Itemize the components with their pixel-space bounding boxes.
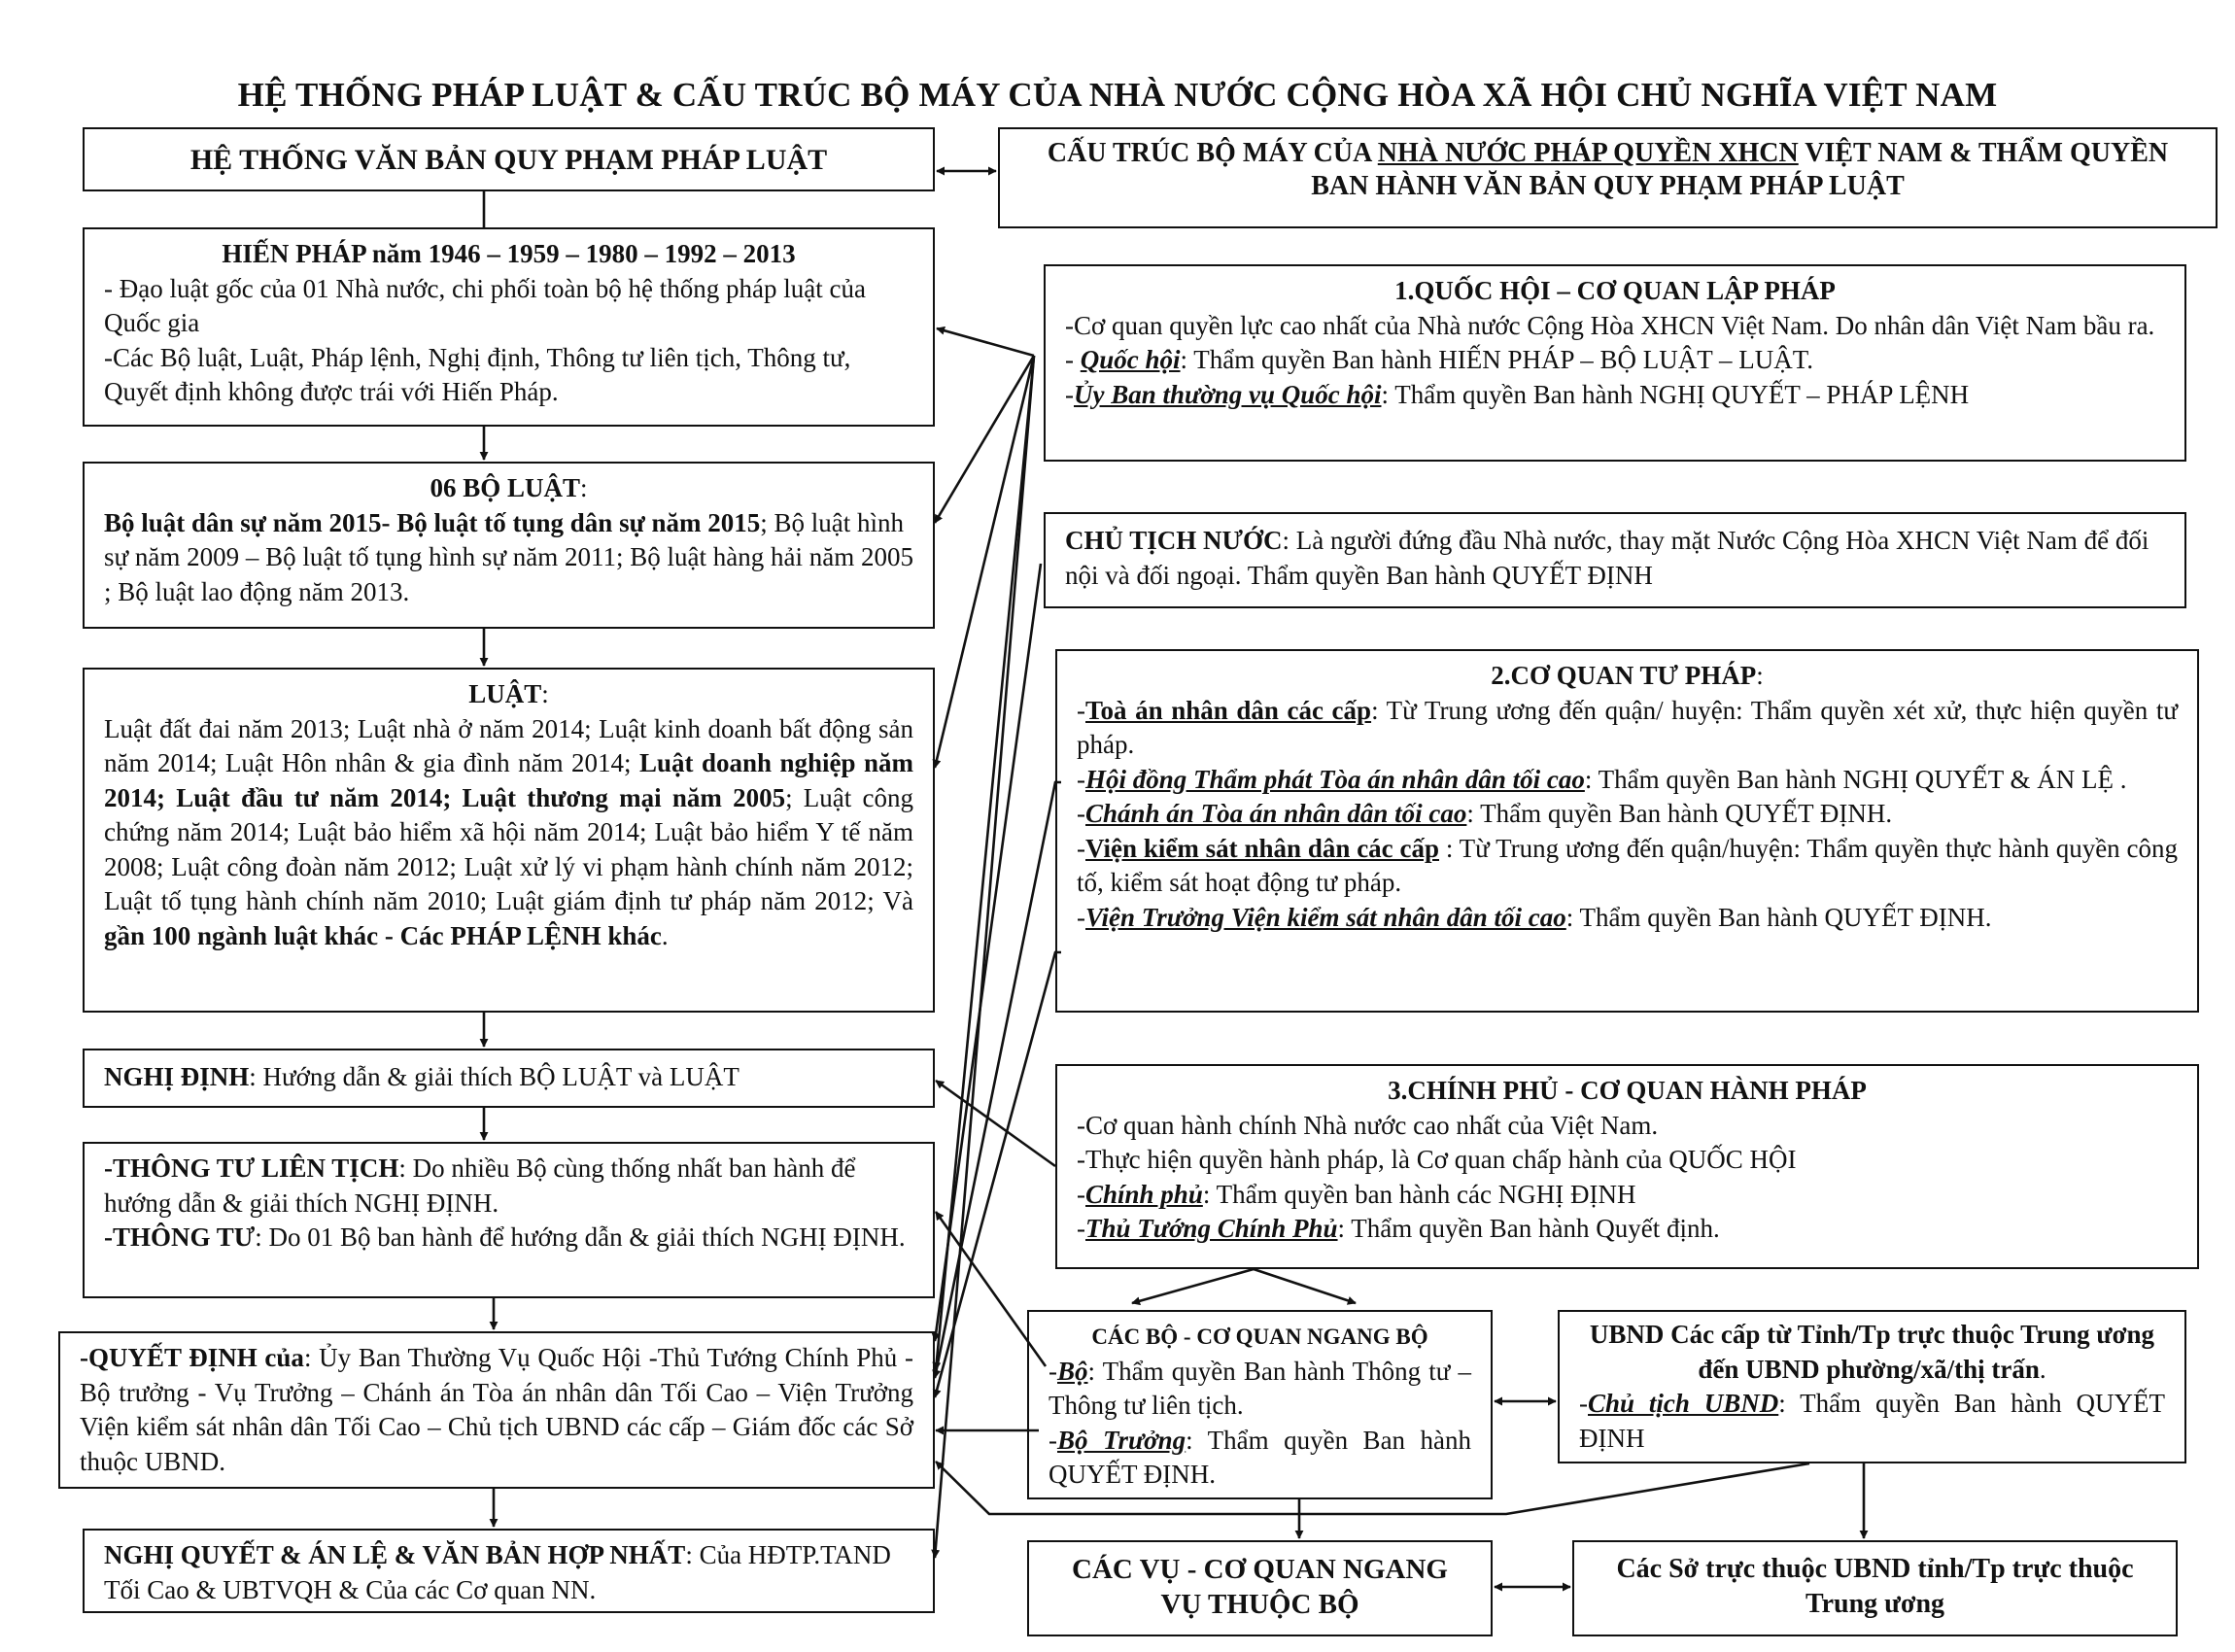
- quyet-dinh-label: -QUYẾT ĐỊNH của: [80, 1343, 304, 1372]
- left-header-box: [83, 127, 935, 191]
- quoc-hoi-item2-text: : Thẩm quyền Ban hành NGHỊ QUYẾT – PHÁP LỆNH: [1381, 379, 1970, 409]
- chinh-phu-line-2: -Thực hiện quyền hành pháp, là Cơ quan chấp hành của QUỐC HỘI: [1077, 1145, 1797, 1174]
- nghi-quyet-box: [83, 1529, 935, 1613]
- tu-phap-item-label: Hội đồng Thẩm phát Tòa án nhân dân tối cao: [1085, 764, 1585, 794]
- quoc-hoi-item1-text: : Thẩm quyền Ban hành HIẾN PHÁP – BỘ LUẬT – LUẬT.: [1180, 345, 1813, 374]
- cac-bo-box: CÁC BỘ - CƠ QUAN NGANG BỘ -Bộ: Thẩm quyền Ban hành Thông tư – Thông tư liên tịch. -Bộ Trưởng: Thẩm quyền Ban hành QUYẾT ĐỊNH.: [1027, 1310, 1493, 1499]
- bo-luat-rest: ; Bộ luật hình sự năm 2009 – Bộ luật tố tụng hình sự năm 2011; Bộ luật hàng hải năm 2005 ; Bộ luật lao động năm 2013.: [104, 507, 913, 606]
- nghi-dinh-box: [83, 1049, 935, 1108]
- quoc-hoi-item1-label: Quốc hội: [1080, 345, 1181, 374]
- bo-luat-colon: :: [580, 473, 588, 502]
- ubnd-item-text: : Thẩm quyền Ban hành QUYẾT ĐỊNH: [1579, 1389, 2165, 1453]
- chinh-phu-to-ubnd: [1254, 1269, 1356, 1303]
- luat-part-2: ; Luật công chứng năm 2014; Luật bảo hiểm xã hội năm 2014; Luật bảo hiểm Y tế năm 2008; Luật công đoàn năm 2012; Luật xử lý vi phạm hành chính năm 2012; Luật tố tụng hành chính năm 2010; Luật giám định tư pháp năm 2012; Và: [104, 782, 913, 915]
- hien-phap-line-2: -Các Bộ luật, Luật, Pháp lệnh, Nghị định, Thông tư liên tịch, Thông tư, Quyết định không được trái với Hiến Pháp.: [104, 342, 851, 406]
- tu-phap-item-label: Chánh án Tòa án nhân dân tối cao: [1085, 799, 1467, 828]
- nghi-quyet-label: NGHỊ QUYẾT & ÁN LỆ & VĂN BẢN HỢP NHẤT: [104, 1540, 686, 1569]
- hien-phap-box: [83, 227, 935, 427]
- right-header-box: [998, 127, 2218, 228]
- page-title: HỆ THỐNG PHÁP LUẬT & CẤU TRÚC BỘ MÁY CỦA NHÀ NƯỚC CỘNG HÒA XÃ HỘI CHỦ NGHĨA VIỆT NAM: [237, 76, 1998, 114]
- quoc-hoi-item1-prefix: -: [1065, 345, 1081, 374]
- tu-phap-item-text: : Thẩm quyền Ban hành QUYẾT ĐỊNH.: [1565, 902, 1992, 932]
- tu-phap-box: 2.CƠ QUAN TƯ PHÁP: -Toà án nhân dân các cấp: Từ Trung ương đến quận/ huyện: Thẩm quyền xét xử, thực hiện quyền tư pháp. -Hội đồng Thẩm phát Tòa án nhân dân tối cao: Thẩm quyền Ban hành NGHỊ QUYẾT & ÁN LỆ . -Chánh án Tòa án nhân dân tối cao: Thẩm quyền Ban hành QUYẾT ĐỊNH. -Viện kiểm sát nhân dân các cấp : Từ Trung ương đến quận/huyện: Thẩm quyền thực hành quyền công tố, kiểm sát hoạt động tư pháp. -Viện Trưởng Viện kiểm sát nhân dân tối cao: Thẩm quyền Ban hành QUYẾT ĐỊNH.: [1055, 649, 2199, 1013]
- cac-so-box: [1572, 1540, 2178, 1636]
- cac-bo-item1-label: Bộ: [1057, 1356, 1088, 1386]
- tu-phap-heading: 2.CƠ QUAN TƯ PHÁP: [1491, 661, 1757, 690]
- cac-bo-item2-text: : Thẩm quyền Ban hành QUYẾT ĐỊNH.: [1049, 1425, 1471, 1489]
- chu-tich-nuoc-label: CHỦ TỊCH NƯỚC: [1065, 526, 1283, 555]
- right-header-prefix: CẤU TRÚC BỘ MÁY CỦA: [1047, 138, 1378, 168]
- tu-phap-item-text: : Từ Trung ương đến quận/ huyện: Thẩm quyền xét xử, thực hiện quyền tư pháp.: [1077, 695, 2178, 759]
- cac-bo-heading: CÁC BỘ - CƠ QUAN NGANG BỘ: [1091, 1325, 1428, 1349]
- cac-vu-box: [1027, 1540, 1493, 1636]
- quoc-hoi-to-quyet-dinh-arrow: [936, 356, 1034, 1370]
- thong-tu-lien-tich-text: : Do nhiều Bộ cùng thống nhất ban hành để hướng dẫn & giải thích NGHỊ ĐỊNH.: [104, 1153, 856, 1218]
- nghi-quyet-text: : Của HĐTP.TAND Tối Cao & UBTVQH & Của các Cơ quan NN.: [104, 1540, 891, 1604]
- ubnd-heading-end: .: [2039, 1354, 2046, 1384]
- tu-phap-item-label: Viện Trưởng Viện kiểm sát nhân dân tối cao: [1085, 902, 1566, 932]
- quoc-hoi-line-1: -Cơ quan quyền lực cao nhất của Nhà nước Cộng Hòa XHCN Việt Nam. Do nhân dân Việt Nam bầu ra.: [1065, 310, 2155, 340]
- luat-bold-1: Luật doanh nghiệp năm 2014; Luật đầu tư năm 2014; Luật thương mại năm 2005: [104, 748, 913, 812]
- luat-bold-2: gần 100 ngành luật khác - Các PHÁP LỆNH khác: [104, 920, 662, 950]
- chinh-phu-to-bo-ubnd: [1132, 1269, 1254, 1303]
- hien-phap-line-1: - Đạo luật gốc của 01 Nhà nước, chi phối toàn bộ hệ thống pháp luật của Quốc gia: [104, 273, 866, 337]
- quoc-hoi-item2-prefix: -: [1065, 379, 1074, 409]
- chu-tich-to-quyet-dinh-arrow: [935, 564, 1041, 1341]
- chinh-phu-item1-label: Chính phủ: [1085, 1179, 1203, 1209]
- chu-tich-nuoc-box: [1044, 512, 2186, 608]
- chinh-phu-item2-text: : Thẩm quyền Ban hành Quyết định.: [1337, 1214, 1720, 1243]
- chu-tich-nuoc-text: : Là người đứng đầu Nhà nước, thay mặt Nước Cộng Hòa XHCN Việt Nam để đối nội và đối ngoại. Thẩm quyền Ban hành QUYẾT ĐỊNH: [1065, 526, 2149, 590]
- chinh-phu-box: 3.CHÍNH PHỦ - CƠ QUAN HÀNH PHÁP -Cơ quan hành chính Nhà nước cao nhất của Việt Nam. -Thực hiện quyền hành pháp, là Cơ quan chấp hành của QUỐC HỘI -Chính phủ: Thẩm quyền ban hành các NGHỊ ĐỊNH -Thủ Tướng Chính Phủ: Thẩm quyền Ban hành Quyết định.: [1055, 1064, 2199, 1269]
- chinh-phu-item2-label: Thủ Tướng Chính Phủ: [1085, 1214, 1338, 1243]
- tu-phap-item-text: : Thẩm quyền Ban hành NGHỊ QUYẾT & ÁN LỆ .: [1584, 764, 2127, 794]
- bo-luat-heading: 06 BỘ LUẬT: [430, 473, 580, 502]
- cac-bo-item1-text: : Thẩm quyền Ban hành Thông tư – Thông tư liên tịch.: [1049, 1356, 1471, 1420]
- luat-part-1: Luật đất đai năm 2013; Luật nhà ở năm 2014; Luật kinh doanh bất động sản năm 2014; Luật Hôn nhân & gia đình năm 2014;: [104, 713, 913, 777]
- thong-tu-box: [83, 1142, 935, 1298]
- chinh-phu-item1-text: : Thẩm quyền ban hành các NGHỊ ĐỊNH: [1202, 1179, 1636, 1209]
- quoc-hoi-heading: 1.QUỐC HỘI – CƠ QUAN LẬP PHÁP: [1394, 276, 1836, 305]
- quoc-hoi-to-bo-luat-arrow: [935, 356, 1034, 523]
- luat-box: [83, 668, 935, 1013]
- tu-phap-to-quyet-dinh-arrow: [935, 782, 1061, 1378]
- ubnd-heading: UBND Các cấp từ Tỉnh/Tp trực thuộc Trung ương đến UBND phường/xã/thị trấn: [1589, 1320, 2155, 1384]
- bo-luat-bold-text: Bộ luật dân sự năm 2015- Bộ luật tố tụng dân sự năm 2015: [104, 507, 761, 537]
- quyet-dinh-box: [58, 1331, 935, 1489]
- right-header-suffix: VIỆT NAM & THẨM QUYỀN BAN HÀNH VĂN BẢN QUY PHẠM PHÁP LUẬT: [1311, 138, 2169, 201]
- quyet-dinh-text: : Ủy Ban Thường Vụ Quốc Hội -Thủ Tướng Chính Phủ - Bộ trưởng - Vụ Trưởng – Chánh án Tòa án nhân dân Tối Cao – Viện Trưởng Viện kiểm sát nhân dân Tối Cao – Chủ tịch UBND các cấp – Giám đốc các Sở thuộc UBND.: [80, 1343, 913, 1476]
- tu-phap-item-label: Toà án nhân dân các cấp: [1085, 695, 1372, 725]
- thong-tu-text: : Do 01 Bộ ban hành để hướng dẫn & giải thích NGHỊ ĐỊNH.: [255, 1222, 906, 1252]
- left-header-text: HỆ THỐNG VĂN BẢN QUY PHẠM PHÁP LUẬT: [189, 144, 828, 176]
- cac-bo-item2-label: Bộ Trưởng: [1057, 1425, 1186, 1455]
- chinh-phu-line-1: -Cơ quan hành chính Nhà nước cao nhất của Việt Nam.: [1077, 1110, 1659, 1140]
- quoc-hoi-box: [1044, 264, 2186, 462]
- ubnd-box: UBND Các cấp từ Tỉnh/Tp trực thuộc Trung ương đến UBND phường/xã/thị trấn. -Chủ tịch UBND: Thẩm quyền Ban hành QUYẾT ĐỊNH: [1558, 1310, 2186, 1463]
- tu-phap-item-label: Viện kiểm sát nhân dân các cấp: [1085, 833, 1439, 863]
- hien-phap-heading: HIẾN PHÁP năm 1946 – 1959 – 1980 – 1992 – 2013: [222, 239, 796, 268]
- quoc-hoi-to-hien-phap-arrow: [937, 328, 1034, 356]
- tu-phap-item-text: : Thẩm quyền Ban hành QUYẾT ĐỊNH.: [1466, 799, 1893, 828]
- nghi-dinh-text: : Hướng dẫn & giải thích BỘ LUẬT và LUẬT: [249, 1062, 739, 1091]
- ubnd-item-label: Chủ tịch UBND: [1588, 1389, 1779, 1418]
- thong-tu-lien-tich-label: -THÔNG TƯ LIÊN TỊCH: [104, 1153, 399, 1183]
- chinh-phu-to-nghi-dinh-arrow: [936, 1081, 1055, 1166]
- cac-so-text: Các Sở trực thuộc UBND tỉnh/Tp trực thuộc Trung ương: [1616, 1554, 2134, 1619]
- cac-vu-text: CÁC VỤ - CƠ QUAN NGANG VỤ THUỘC BỘ: [1072, 1554, 1448, 1620]
- thong-tu-label: -THÔNG TƯ: [104, 1222, 256, 1252]
- luat-colon: :: [541, 679, 549, 708]
- chinh-phu-heading: 3.CHÍNH PHỦ - CƠ QUAN HÀNH PHÁP: [1388, 1076, 1867, 1105]
- tu-phap-item-text: : Từ Trung ương đến quận/huyện: Thẩm quyền thực hành quyền công tố, kiểm sát hoạt động tư pháp.: [1077, 833, 2178, 897]
- quoc-hoi-to-nghi-quyet-arrow: [935, 356, 1034, 1558]
- bo-luat-box: [83, 462, 935, 629]
- tu-phap-colon: :: [1756, 661, 1764, 690]
- nghi-dinh-label: NGHỊ ĐỊNH: [104, 1062, 250, 1091]
- luat-heading: LUẬT: [468, 679, 542, 708]
- luat-end: .: [661, 920, 669, 950]
- quoc-hoi-item2-label: Ủy Ban thường vụ Quốc hội: [1074, 379, 1382, 409]
- quoc-hoi-to-luat-arrow: [935, 356, 1034, 768]
- right-header-underlined: NHÀ NƯỚC PHÁP QUYỀN XHCN: [1377, 138, 1799, 168]
